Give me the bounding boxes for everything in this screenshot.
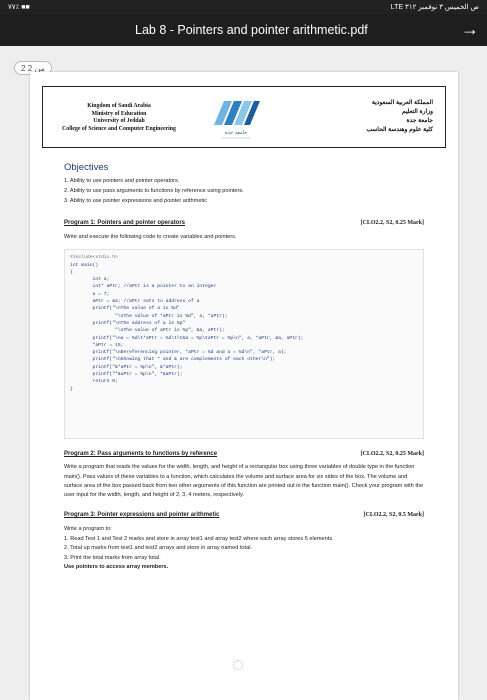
code-line: return 0; [70,379,118,385]
program1-title: Program 1: Pointers and pointer operators [64,220,186,226]
list-item: 3. Print the total marks from array total. [64,554,161,561]
list-note: Use pointers to access array members. [64,564,169,571]
header-english [55,103,183,133]
battery-indicator: ٧٧٪ ■■ [8,4,30,11]
status-time: LTE ۳۱۲ ص الخميس ٣ نوفمبر [390,4,479,11]
code-line: a = 7; [70,291,110,297]
header-en-line: College of Science and Computer Engineering [62,125,176,132]
list-item: 3. Ability to use pointer expressions and pointer arithmetic [64,198,208,204]
code-line: printf("\nThe address of a is %p" [70,320,186,326]
header-en-line: Ministry of Education [91,110,147,117]
list-item: 2. Total up marks from test1 and test2 arrays and store in array named total. [64,545,252,552]
pdf-page [30,72,458,700]
code-line: } [70,386,73,392]
page-indicator: 2 من 2 [14,61,52,75]
code-line: printf("\na = %d\t*aPtr = %d\t\t&a = %p\taPtr = %p\n", a, *aPtr, &a, aPtr); [70,335,304,341]
program1-description: Write and execute the following code to create variables and pointers. [64,234,237,240]
objectives-heading: Objectives [64,162,109,173]
header-arabic [323,99,433,135]
program3-list [64,525,424,572]
list-intro: Write a program to: [64,526,112,533]
document-header [42,86,446,148]
code-block [64,249,424,439]
code-line: printf("\nShowing that * and & are complements of each other\n"); [70,357,276,363]
code-line: printf("&*aPtr = %p\n", &*aPtr); [70,364,183,370]
program3-heading [64,512,424,522]
code-line: int main() [70,262,99,268]
header-ar-line: المملكة العربية السعودية [371,100,433,106]
program1-heading [64,220,424,230]
status-bar [0,0,487,14]
objectives-list [64,176,424,206]
title-bar [0,14,487,46]
header-en-line: Kingdom of Saudi Arabia [87,103,151,109]
code-line: int a; [70,277,110,283]
header-ar-line: وزارة التعليم [401,109,433,115]
document-body [64,162,424,573]
code-line: { [70,269,73,275]
code-line: printf("\nThe value of a is %d" [70,306,180,312]
code-line: int* aPtr; //aPtr is a pointer to an integer [70,284,217,290]
code-line: aPtr = &a; //aPtr sets to address of a [70,299,200,305]
program3-mark: [CLO2.2, S2, 0.5 Mark] [363,512,424,519]
list-item: 2. Ability to use pass arguments to functions by reference using pointers. [64,188,244,194]
code-line: printf("\nDereferencing pointer, *aPtr = %d and a = %d\n", *aPtr, a); [70,350,287,356]
code-line: #include<stdio.h> [70,255,118,261]
program2-heading [64,451,424,461]
program2-description: Write a program that reads the values for the width, length, and height of a rectangular box using three variables of double type in the function main(). Pass values of these variables to a function, which calculates the volume and surface area for six sides of the box. The volume and surface area of the box passed back from two other arguments of this function are printed out in the function main(). Check your program with the user input for the width, length, and height of 2, 3, 4 meters, respectively. [64,464,424,499]
document-title: Lab 8 - Pointers and pointer arithmetic.pdf [135,23,368,37]
header-ar-line: كلية علوم وهندسة الحاسب [366,127,433,133]
code-line: "\nThe value of *aPtr is %d", a, *aPtr); [70,313,228,319]
code-line: *aPtr = 15; [70,342,124,348]
program1-mark: [CLO2.2, S2, 0.25 Mark] [360,220,424,226]
header-ar-line: جامعة جدة [406,118,433,124]
program2-mark: [CLO2.2, S2, 0.25 Mark] [360,451,424,458]
university-logo-icon [210,95,262,141]
share-arrow-icon[interactable]: → [461,19,479,39]
logo-text: جامعة جدة [224,130,248,136]
loading-spinner-icon [233,660,243,670]
code-line: "\nThe value of aPtr is %p", &a, aPtr); [70,328,225,334]
list-item: 1. Read Test 1 and Test 2 marks and store in array test1 and array test2 where each array stores 5 elements. [64,535,334,542]
program3-title: Program 3: Pointer expressions and pointer arithmetic [64,512,220,519]
code-line: printf("*&aPtr = %p\n", *&aPtr); [70,372,183,378]
program2-title: Program 2: Pass arguments to functions by reference [64,451,218,458]
header-en-line: University of Jeddah [93,118,145,125]
list-item: 1. Ability to use pointers and pointer operators. [64,178,180,184]
